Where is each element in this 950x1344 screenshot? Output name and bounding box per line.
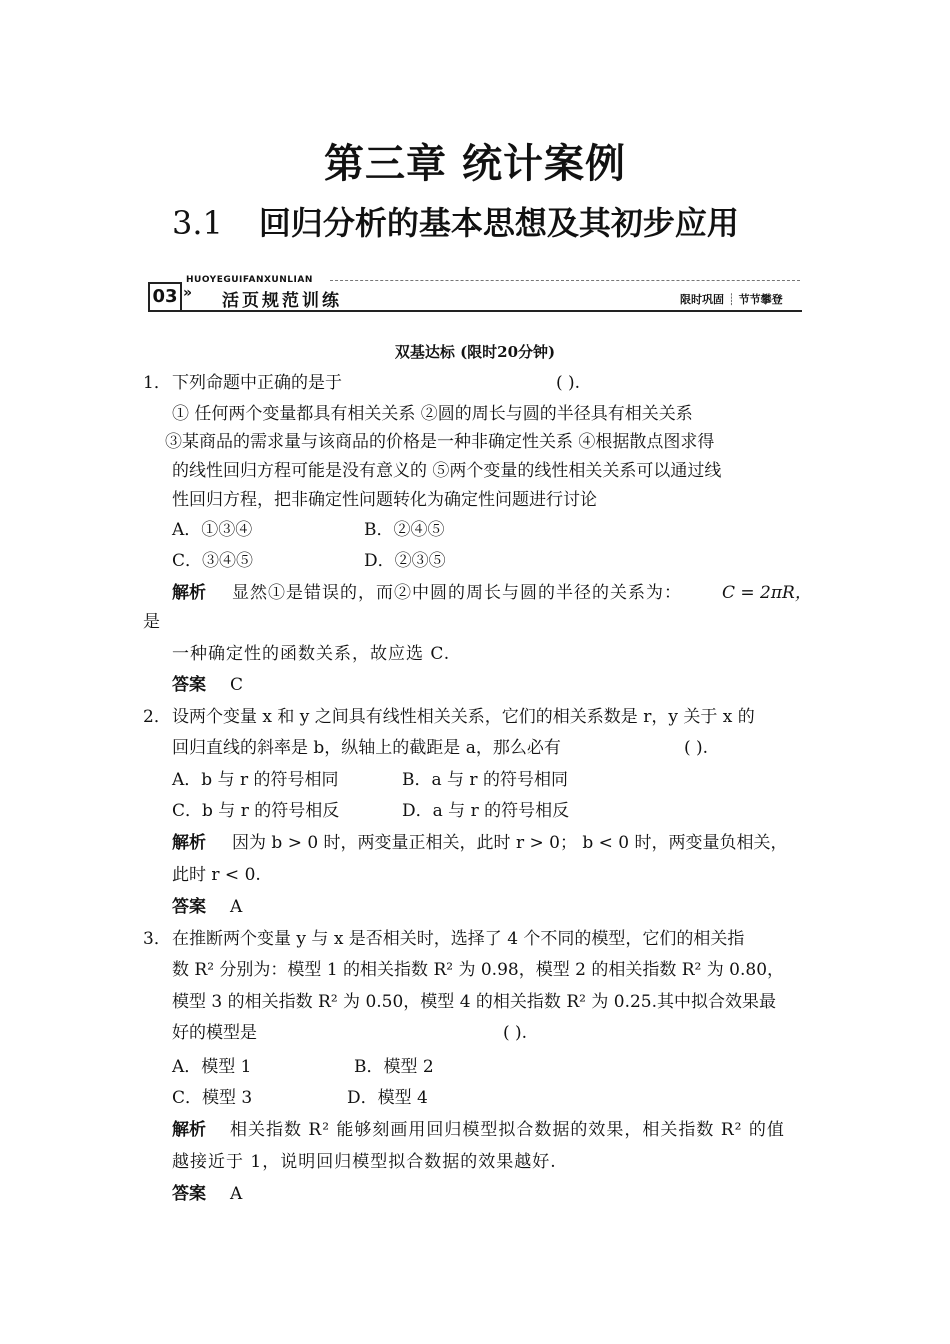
- banner-tag-separator: ┊: [728, 293, 735, 306]
- q2-line-2: 回归直线的斜率是 b，纵轴上的截距是 a，那么必有: [172, 738, 561, 758]
- q1-jiexi-wrap: 是: [143, 612, 160, 632]
- q1-jiexi-line-2: 一种确定性的函数关系，故应选 C.: [172, 644, 451, 664]
- q3-option-b: B．模型 2: [354, 1057, 434, 1077]
- q3-bracket: ( ).: [503, 1023, 528, 1043]
- q3-line-2: 数 R² 分别为：模型 1 的相关指数 R² 为 0.98，模型 2 的相关指数 R² 为 0.80，: [172, 960, 785, 980]
- q3-line-1: 在推断两个变量 y 与 x 是否相关时，选择了 4 个不同的模型，它们的相关指: [172, 929, 745, 949]
- q2-answer-label: 答案: [172, 897, 206, 917]
- q3-line-4: 好的模型是: [172, 1023, 257, 1043]
- q1-stem: 下列命题中正确的是于: [172, 373, 342, 393]
- q3-number: 3．: [143, 929, 171, 949]
- q2-line-1: 设两个变量 x 和 y 之间具有线性相关关系，它们的相关系数是 r，y 关于 x 的: [172, 707, 755, 727]
- banner-pinyin: HUOYEGUIFANXUNLIAN: [186, 275, 313, 285]
- q1-option-a: A．①③④: [172, 520, 253, 540]
- q1-line-1: ① 任何两个变量都具有相关关系 ②圆的周长与圆的半径具有相关关系: [172, 404, 693, 424]
- q1-bracket: ( ).: [556, 373, 581, 393]
- q2-option-a: A．b 与 r 的符号相同: [172, 770, 339, 790]
- q3-option-d: D．模型 4: [347, 1088, 428, 1108]
- q1-line-4: 性回归方程，把非确定性问题转化为确定性问题进行讨论: [172, 490, 597, 510]
- q1-option-b: B．②④⑤: [364, 520, 445, 540]
- q2-option-c: C．b 与 r 的符号相反: [172, 801, 340, 821]
- q2-jiexi-line-1: 因为 b > 0 时，两变量正相关，此时 r > 0； b < 0 时，两变量负相关，: [232, 833, 788, 853]
- q1-jiexi-line-1: 显然①是错误的，而②中圆的周长与圆的半径的关系为：: [232, 583, 682, 603]
- q3-jiexi-line-2: 越接近于 1，说明回归模型拟合数据的效果越好.: [172, 1152, 557, 1172]
- q1-option-c: C．③④⑤: [172, 551, 254, 571]
- q2-option-d: D．a 与 r 的符号相反: [402, 801, 570, 821]
- banner-label: 活页规范训练: [222, 291, 342, 311]
- section-subhead: 双基达标 (限时20分钟): [394, 343, 556, 361]
- q2-jiexi-line-2: 此时 r < 0.: [172, 865, 261, 885]
- section-title: [172, 198, 739, 244]
- q1-jiexi-formula: C = 2πR，: [722, 583, 812, 603]
- q1-line-3: 的线性回归方程可能是没有意义的 ⑤两个变量的线性相关关系可以通过线: [172, 461, 722, 481]
- q3-line-3: 模型 3 的相关指数 R² 为 0.50，模型 4 的相关指数 R² 为 0.25.其中拟合效果最: [172, 992, 777, 1012]
- q3-answer-label: 答案: [172, 1184, 206, 1204]
- section-number: 3.1: [172, 204, 223, 242]
- q1-line-2: ③某商品的需求量与该商品的价格是一种非确定性关系 ④根据散点图求得: [165, 432, 715, 452]
- q2-bracket: ( ).: [684, 738, 709, 758]
- q1-jiexi-label: 解析: [172, 583, 206, 603]
- banner-number-box: 03: [148, 282, 182, 312]
- q1-answer: C: [230, 675, 244, 695]
- q3-answer: A: [230, 1184, 243, 1204]
- banner-dashed-rule: [330, 280, 800, 281]
- banner-underline: [148, 310, 802, 312]
- q2-option-b: B．a 与 r 的符号相同: [402, 770, 568, 790]
- section-name: 回归分析的基本思想及其初步应用: [258, 204, 739, 242]
- chapter-title: 第三章 统计案例: [324, 140, 626, 187]
- q3-jiexi-line-1: 相关指数 R² 能够刻画用回归模型拟合数据的效果，相关指数 R² 的值: [230, 1120, 785, 1140]
- q1-option-d: D．②③⑤: [364, 551, 446, 571]
- q3-option-c: C．模型 3: [172, 1088, 253, 1108]
- q1-number: 1．: [143, 373, 171, 393]
- banner-tag-b: 节节攀登: [738, 293, 783, 306]
- q2-answer: A: [230, 897, 243, 917]
- q2-number: 2．: [143, 707, 171, 727]
- q1-answer-label: 答案: [172, 675, 206, 695]
- double-chevron-icon: »: [183, 285, 193, 301]
- banner-tag-a: 限时巩固: [680, 293, 724, 306]
- q3-option-a: A．模型 1: [172, 1057, 252, 1077]
- q3-jiexi-label: 解析: [172, 1120, 206, 1140]
- q2-jiexi-label: 解析: [172, 833, 206, 853]
- banner-right-tags: [680, 291, 783, 307]
